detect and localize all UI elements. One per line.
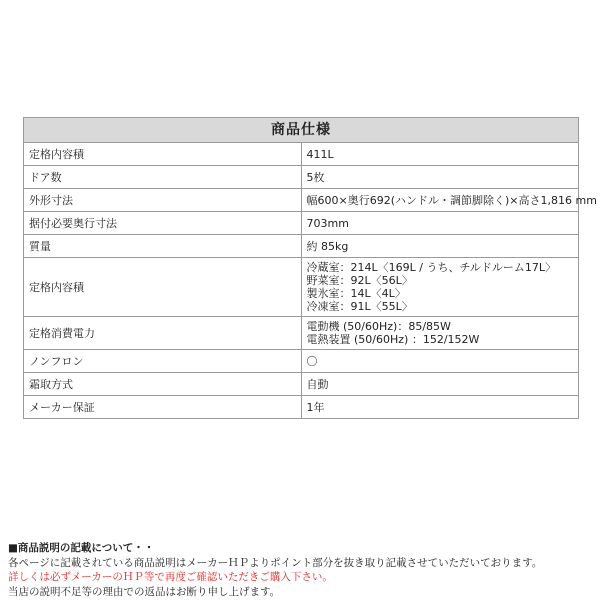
row-value: 幅600×奥行692(ハンドル・調節脚除く)×高さ1,816 mm xyxy=(301,189,579,212)
row-label: 定格内容積 xyxy=(24,258,302,317)
row-label: 外形寸法 xyxy=(24,189,302,212)
notes-warning: 詳しくは必ずメーカーのＨＰ等で再度ご確認いただきご購入下さい。 xyxy=(8,571,333,583)
notes-line: 当店の説明不足等の理由での返品はお断り申し上げます。 xyxy=(8,585,281,598)
row-label: 霜取方式 xyxy=(24,373,302,396)
row-label: 定格内容積 xyxy=(24,143,302,166)
row-value: 電動機 (50/60Hz)：85/85W 電熱装置 (50/60Hz) ：152/152W xyxy=(301,317,579,350)
notes-line: 各ページに記載されている商品説明はメーカーＨＰよりポイント部分を抜き取り記載させていただいております。 xyxy=(8,556,543,569)
notes-heading: ■商品説明の記載について・・ xyxy=(8,542,155,554)
table-row xyxy=(24,396,579,419)
row-label: 定格消費電力 xyxy=(24,317,302,350)
row-label: ドア数 xyxy=(24,166,302,189)
row-label: 据付必要奥行寸法 xyxy=(24,212,302,235)
row-label: 質量 xyxy=(24,235,302,258)
table-row xyxy=(24,350,579,373)
row-value: 冷蔵室：214L〈169L / うち、チルドルーム17L〉 野菜室：92L〈56L〉 製氷室：14L〈4L〉 冷凍室：91L〈55L〉 xyxy=(301,258,579,317)
table-row xyxy=(24,373,579,396)
row-value: 703mm xyxy=(301,212,579,235)
table-row xyxy=(24,258,579,317)
row-label: ノンフロン xyxy=(24,350,302,373)
row-value: 1年 xyxy=(301,396,579,419)
spec-title: 商品仕様 xyxy=(24,118,579,143)
table-row xyxy=(24,166,579,189)
row-value: 自動 xyxy=(301,373,579,396)
table-row xyxy=(24,189,579,212)
spec-table xyxy=(23,117,597,419)
table-row xyxy=(24,235,579,258)
row-value: 411L xyxy=(301,143,579,166)
row-value: 約 85kg xyxy=(301,235,579,258)
row-label: メーカー保証 xyxy=(24,396,302,419)
table-row xyxy=(24,212,579,235)
notes-section xyxy=(8,541,598,599)
table-row xyxy=(24,317,579,350)
row-value: 〇 xyxy=(301,350,579,373)
table-row xyxy=(24,143,579,166)
row-value: 5枚 xyxy=(301,166,579,189)
